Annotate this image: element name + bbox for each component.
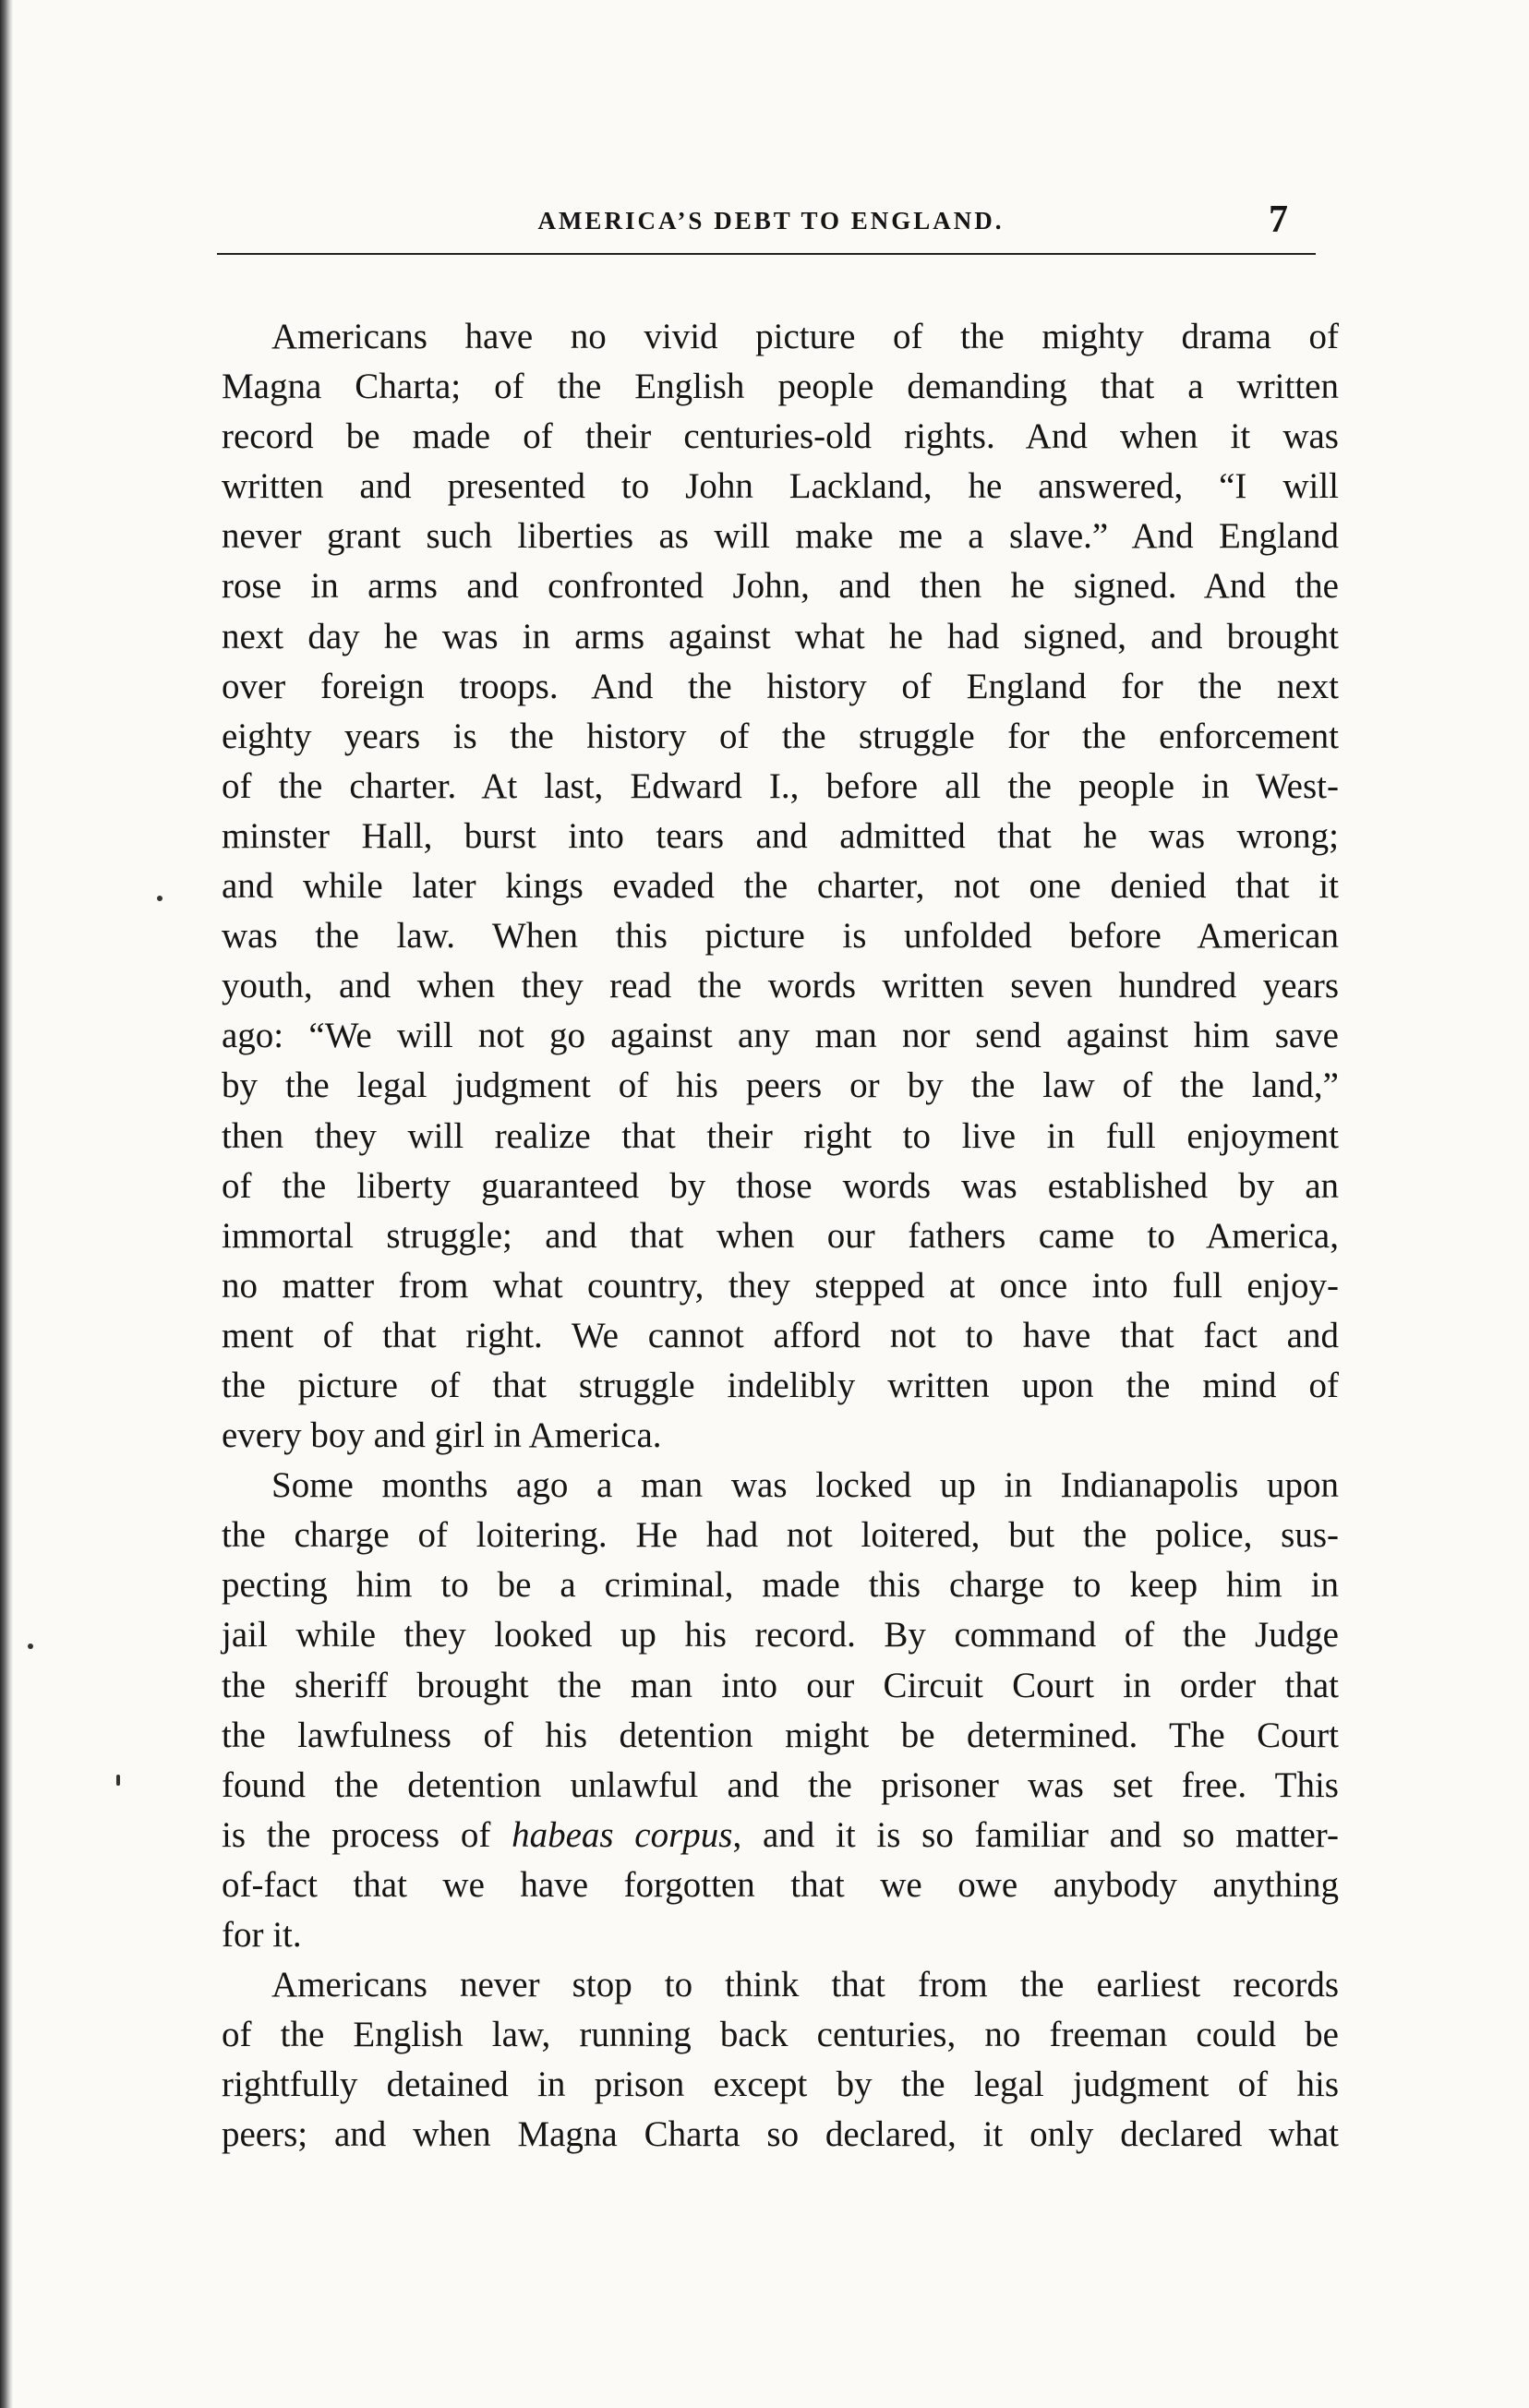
text-line: jail while they looked up his record. By command of the Judge bbox=[222, 1615, 1339, 1656]
text-line: written and presented to John Lackland, he answered, “I will bbox=[222, 466, 1339, 507]
text-line: eighty years is the history of the struggle for the enforcement bbox=[222, 716, 1339, 756]
text-line: of the liberty guaranteed by those words was established by an bbox=[222, 1165, 1339, 1206]
print-speck bbox=[157, 896, 163, 901]
text-line: the charge of loitering. He had not loitered, but the police, sus- bbox=[222, 1515, 1339, 1556]
text-line: no matter from what country, they stepped at once into full enjoy- bbox=[222, 1265, 1339, 1306]
text-line: of the charter. At last, Edward I., before all the people in West- bbox=[222, 765, 1339, 806]
text-line: over foreign troops. And the history of England for the next bbox=[222, 666, 1339, 706]
paragraph-1 bbox=[222, 312, 1339, 1461]
text-line: ment of that right. We cannot afford not to have that fact and bbox=[222, 1315, 1339, 1355]
print-speck bbox=[28, 1643, 33, 1649]
text-line: record be made of their centuries-old rights. And when it was bbox=[222, 416, 1339, 457]
text-line: Some months ago a man was locked up in Indianapolis upon bbox=[271, 1465, 1339, 1506]
header-rule bbox=[217, 253, 1316, 255]
text-line: then they will realize that their right to live in full enjoyment bbox=[222, 1115, 1339, 1156]
text-line: next day he was in arms against what he had signed, and brought bbox=[222, 616, 1339, 656]
text-line: the lawfulness of his detention might be determined. The Court bbox=[222, 1715, 1339, 1755]
text-line: and while later kings evaded the charter, not one denied that it bbox=[222, 866, 1339, 907]
text-line: Americans have no vivid picture of the mighty drama of bbox=[271, 317, 1339, 356]
text-line: was the law. When this picture is unfolded before American bbox=[222, 916, 1339, 957]
paragraph-3 bbox=[222, 1960, 1339, 2160]
page-edge-shadow bbox=[0, 0, 13, 2408]
print-speck bbox=[116, 1775, 120, 1786]
text-line: peers; and when Magna Charta so declared, it only declared what bbox=[222, 2114, 1339, 2155]
text-line: youth, and when they read the words written seven hundred years bbox=[222, 966, 1339, 1006]
text-line: of the English law, running back centuries, no freeman could be bbox=[222, 2015, 1339, 2055]
page-number: 7 bbox=[1269, 199, 1288, 241]
running-title: AMERICA’S DEBT TO ENGLAND. bbox=[537, 207, 1005, 235]
text-line: the picture of that struggle indelibly written upon the mind of bbox=[222, 1365, 1339, 1405]
text-line: never grant such liberties as will make me a slave.” And England bbox=[222, 516, 1339, 557]
text-line: every boy and girl in America. bbox=[222, 1415, 662, 1456]
text-line: Americans never stop to think that from the earliest records bbox=[271, 1965, 1339, 2005]
text-line: for it. bbox=[222, 1915, 302, 1955]
text-line: ago: “We will not go against any man nor send against him save bbox=[222, 1016, 1339, 1056]
text-line: by the legal judgment of his peers or by the law of the land,” bbox=[222, 1066, 1339, 1106]
text-line: the sheriff brought the man into our Circuit Court in order that bbox=[222, 1665, 1339, 1705]
italic-term: habeas corpus bbox=[512, 1814, 733, 1855]
text-line: rightfully detained in prison except by the legal judgment of his bbox=[222, 2065, 1339, 2105]
text-line: immortal struggle; and that when our fathers came to America, bbox=[222, 1215, 1339, 1256]
body-text bbox=[222, 312, 1339, 2160]
text-line: is the process of habeas corpus, and it is so familiar and so matter- bbox=[222, 1814, 1340, 1855]
text-line: Magna Charta; of the English people demanding that a written bbox=[222, 367, 1339, 407]
running-head bbox=[217, 194, 1325, 249]
text-line: of-fact that we have forgotten that we owe anybody anything bbox=[222, 1864, 1339, 1905]
paragraph-2 bbox=[222, 1461, 1339, 1960]
text-line: minster Hall, burst into tears and admitted that he was wrong; bbox=[222, 815, 1339, 856]
text-line: found the detention unlawful and the prisoner was set free. This bbox=[222, 1764, 1339, 1805]
text-line: pecting him to be a criminal, made this charge to keep him in bbox=[222, 1565, 1339, 1606]
text-line: rose in arms and confronted John, and then he signed. And the bbox=[222, 566, 1339, 607]
